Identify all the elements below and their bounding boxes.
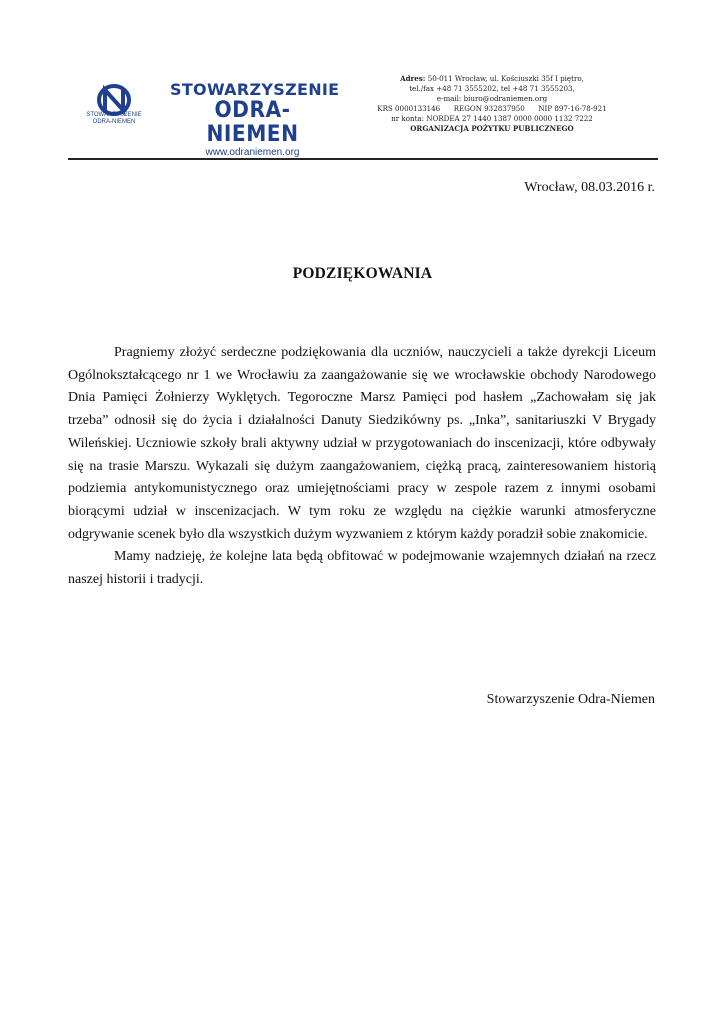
body-paragraph-1: Pragniemy złożyć serdeczne podziękowania dla uczniów, nauczycieli a także dyrekcji Liceum Ogólnokształcącego nr 1 we Wrocławiu za zaangażowanie się we wrocławskie obchody Narodowego Dnia Pamięci Żołnierzy Wyklętych. Tegoroczne Marsz Pamięci pod hasłem „Zachowałam się jak trzeba” odnosił się do życia i działalności Danuty Siedzikówny ps. „Inka”, sanitariuszki V Brygady Wileńskiej. Uczniowie szkoły brali aktywny udział w przygotowaniach do inscenizacji, które odbywały się na trasie Marszu. Wykazali się dużym zaangażowaniem, ciężką pracą, zainteresowaniem historią podziemia antykomunistycznego oraz umiejętnościami pracy w zespole razem z innymi osobami biorącymi udział w inscenizacjach. W tym roku ze względu na ciężkie warunki atmosferyczne odgrywanie scenek było dla wszystkich dużym wyzwaniem z którym każdy poradził sobie znakomicie. — [68, 345, 656, 542]
regon: REGON 932837950 — [453, 104, 525, 113]
brand-url: www.odraniemen.org — [205, 147, 300, 158]
opp-text: ORGANIZACJA POŻYTKU PUBLICZNEGO — [410, 124, 574, 133]
address-line — [346, 74, 638, 84]
phone-line: tel./fax +48 71 3555202, tel +48 71 3555203, — [409, 84, 575, 93]
letter-body — [68, 342, 656, 592]
letter-title: PODZIĘKOWANIA — [292, 265, 433, 282]
letterhead — [68, 70, 658, 160]
signature: Stowarzyszenie Odra-Niemen — [486, 692, 655, 707]
body-paragraph-2: Mamy nadzieję, że kolejne lata będą obfitować w podejmowanie wzajemnych działań na rzecz naszej historii i tradycji. — [68, 549, 656, 588]
address-value: 50-011 Wrocław, ul. Kościuszki 35f I piętro, — [427, 74, 584, 83]
letter-date: Wrocław, 08.03.2016 r. — [524, 180, 655, 195]
brand-block — [170, 80, 340, 159]
krs: KRS 0000133146 — [377, 104, 441, 113]
header-divider — [68, 158, 658, 160]
logo-caption-line1: STOWARZYSZENIE — [86, 112, 142, 118]
logo-caption — [78, 112, 150, 126]
contact-block — [346, 74, 638, 134]
address-label: Adres: — [400, 74, 426, 83]
logo-caption-line2: ODRA-NIEMEN — [92, 119, 136, 125]
opp-line — [346, 124, 638, 134]
nip: NIP 897-16-78-921 — [538, 104, 607, 113]
registry-line — [346, 104, 638, 114]
account-line: nr konta: NORDEA 27 1440 1387 0000 0000 1132 7222 — [391, 114, 593, 123]
brand-line1: STOWARZYSZENIE — [170, 80, 340, 99]
email-line: e-mail: biuro@odraniemen.org — [436, 94, 548, 103]
brand-line2: ODRA-NIEMEN — [206, 98, 299, 147]
